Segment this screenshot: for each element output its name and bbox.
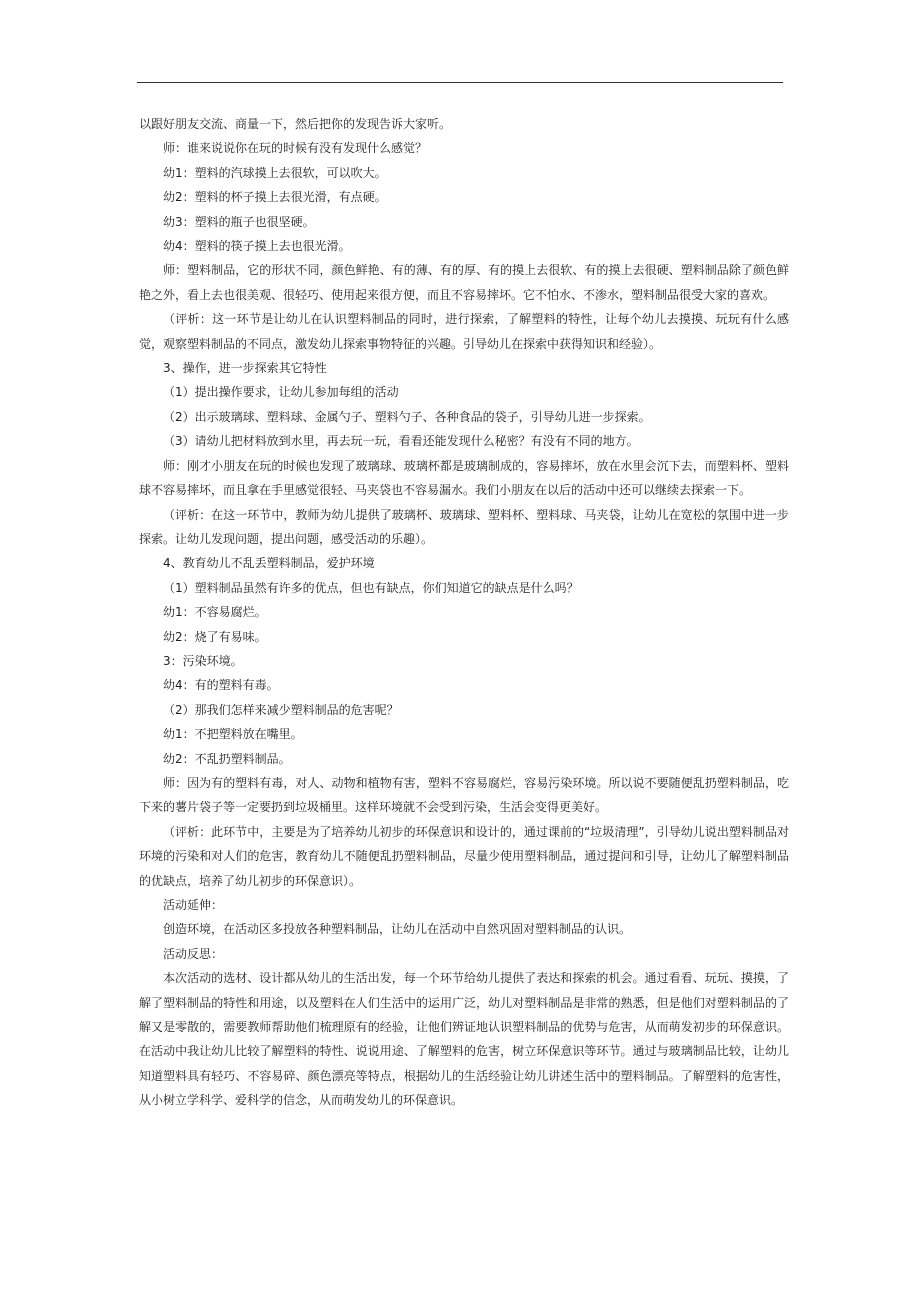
document-body [139, 112, 789, 1113]
paragraph-18: 幼2：烧了有易味。 [163, 629, 267, 644]
paragraph-4: 幼2：塑料的杯子摸上去很光滑，有点硬。 [163, 190, 387, 205]
paragraph-24: 师：因为有的塑料有毒，对人、动物和植物有害，塑料不容易腐烂，容易污染环境。所以说不要随便乱扔塑料制品，吃下来的薯片袋子等一定要扔到垃圾桶里。这样环境就不会受到污染，生活会变得更美好。 [139, 775, 789, 815]
paragraph-15: 4、教育幼儿不乱丢塑料制品，爱护环境 [163, 556, 375, 571]
paragraph-2: 师：谁来说说你在玩的时候有没有发现什么感觉？ [163, 141, 428, 156]
paragraph-8: （评析：这一环节是让幼儿在认识塑料制品的同时，进行探索，了解塑料的特性，让每个幼儿去摸摸、玩玩有什么感觉，观察塑料制品的不同点，激发幼儿探索事物特征的兴趣。引导幼儿在探索中获得知识和经验）。 [139, 312, 789, 351]
paragraph-10: （1）提出操作要求，让幼儿参加每组的活动 [163, 385, 399, 400]
paragraph-1: 以跟好朋友交流、商量一下，然后把你的发现告诉大家听。 [139, 117, 452, 131]
paragraph-6: 幼4：塑料的筷子摸上去也很光滑。 [163, 239, 351, 254]
paragraph-16: （1）塑料制品虽然有许多的优点，但也有缺点，你们知道它的缺点是什么吗？ [163, 580, 579, 595]
paragraph-13: 师：刚才小朋友在玩的时候也发现了玻璃球、玻璃杯都是玻璃制成的，容易摔坏，放在水里会沉下去，而塑料杯、塑料球不容易摔坏，而且拿在手里感觉很轻、马夹袋也不容易漏水。我们小朋友在以后的活动中还可以继续去探索一下。 [139, 458, 789, 498]
paragraph-25: （评析：此环节中，主要是为了培养幼儿初步的环保意识和设计的，通过课前的“垃圾清理”，引导幼儿说出塑料制品对环境的污染和对人们的危害，教育幼儿不随便乱扔塑料制品，尽量少使用塑料制品，通过提问和引导，让幼儿了解塑料制品的优缺点，培养了幼儿初步的环保意识）。 [139, 824, 789, 888]
paragraph-23: 幼2：不乱扔塑料制品。 [163, 751, 291, 766]
paragraph-27: 创造环境，在活动区多投放各种塑料制品，让幼儿在活动中自然巩固对塑料制品的认识。 [163, 922, 632, 937]
header-rule [137, 82, 783, 83]
paragraph-11: （2）出示玻璃球、塑料球、金属勺子、塑料勺子、各种食品的袋子，引导幼儿进一步探索。 [163, 409, 651, 424]
paragraph-26: 活动延伸： [163, 898, 224, 912]
paragraph-14: （评析：在这一环节中，教师为幼儿提供了玻璃杯、玻璃球、塑料杯、塑料球、马夹袋，让幼儿在宽松的氛围中进一步探索。让幼儿发现问题，提出问题，感受活动的乐趣）。 [139, 507, 789, 546]
paragraph-7: 师：塑料制品，它的形状不同，颜色鲜艳、有的薄、有的厚、有的摸上去很软、有的摸上去很硬、塑料制品除了颜色鲜艳之外，看上去也很美观、很轻巧、使用起来很方便，而且不容易摔坏。它不怕水、不渗水，塑料制品很受大家的喜欢。 [139, 263, 789, 302]
paragraph-3: 幼1：塑料的汽球摸上去很软，可以吹大。 [163, 165, 387, 180]
paragraph-28: 活动反思： [163, 946, 224, 961]
paragraph-29: 本次活动的选材、设计都从幼儿的生活出发，每一个环节给幼儿提供了表达和探索的机会。通过看看、玩玩、摸摸，了解了塑料制品的特性和用途，以及塑料在人们生活中的运用广泛，幼儿对塑料制品是非常的熟悉，但是他们对塑料制品的了解又是零散的，需要教师帮助他们梳理原有的经验，让他们辨证地认识塑料制品的优势与危害，从而萌发初步的环保意识。在活动中我让幼儿比较了解塑料的特性、说说用途、了解塑料的危害，树立环保意识等环节。通过与玻璃制品比较，让幼儿知道塑料具有轻巧、不容易碎、颜色漂亮等特点，根据幼儿的生活经验让幼儿讲述生活中的塑料制品。了解塑料的危害性，从小树立学科学、爱科学的信念，从而萌发幼儿的环保意识。 [139, 971, 789, 1108]
paragraph-22: 幼1：不把塑料放在嘴里。 [163, 727, 303, 742]
paragraph-12: （3）请幼儿把材料放到水里，再去玩一玩，看看还能发现什么秘密？有没有不同的地方。 [163, 434, 639, 449]
paragraph-17: 幼1：不容易腐烂。 [163, 605, 267, 620]
paragraph-5: 幼3：塑料的瓶子也很坚硬。 [163, 214, 315, 229]
paragraph-9: 3、操作，进一步探索其它特性 [163, 361, 327, 376]
paragraph-21: （2）那我们怎样来减少塑料制品的危害呢？ [163, 702, 399, 717]
paragraph-20: 幼4：有的塑料有毒。 [163, 678, 279, 693]
paragraph-19: 3：污染环境。 [163, 653, 243, 668]
